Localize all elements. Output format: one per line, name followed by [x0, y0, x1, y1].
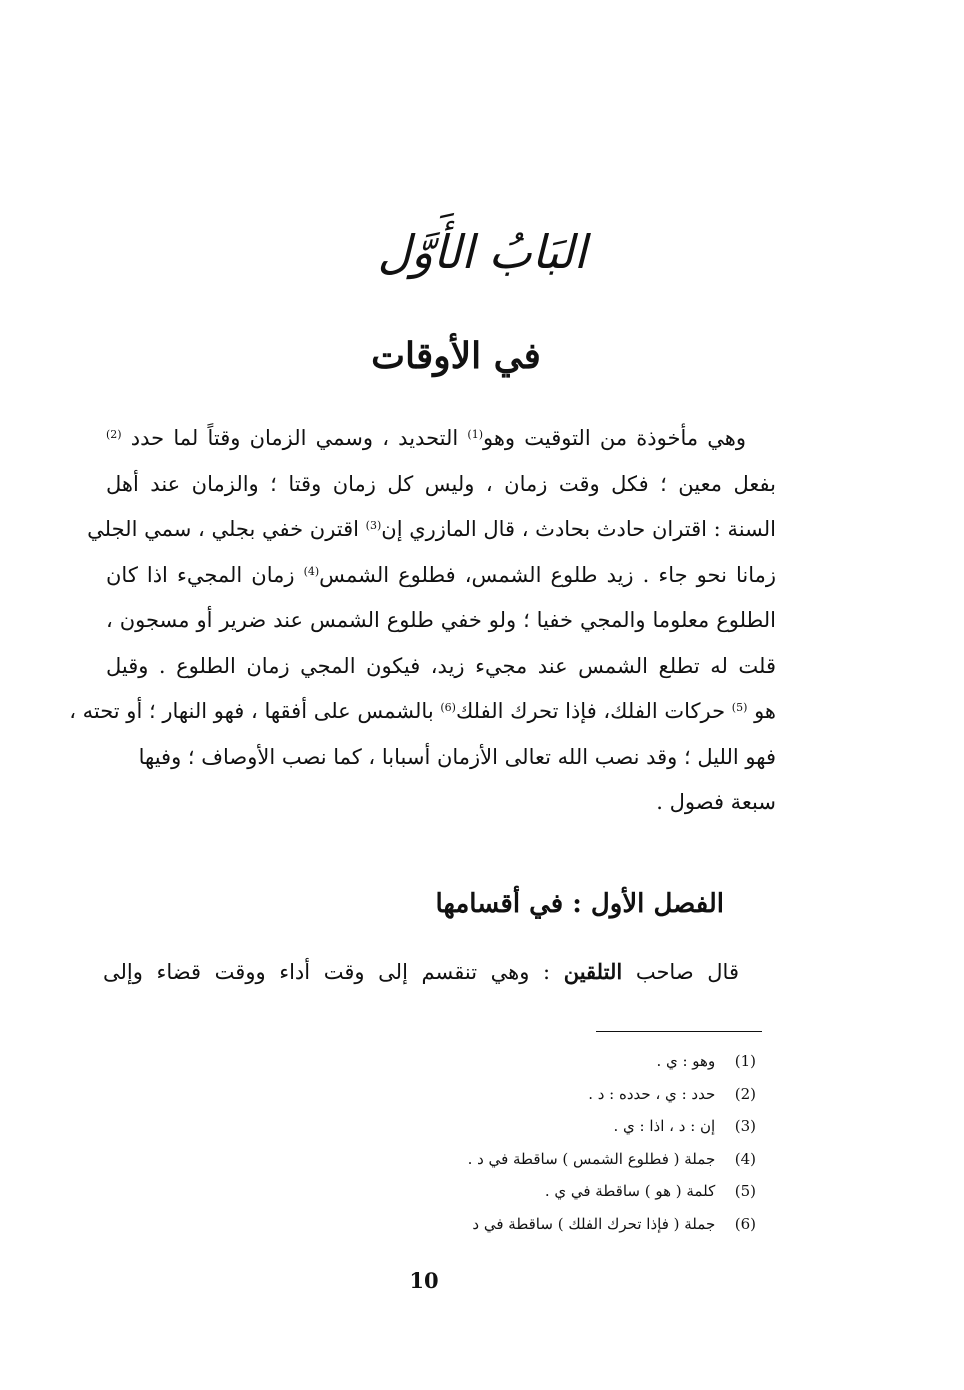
paragraph-line: الطلوع معلوما والمجي خفيا ؛ ولو خفي طلوع الشمس عند ضرير أو مسجون ، — [106, 608, 776, 632]
footnote-item — [468, 1175, 756, 1208]
footnote-number: (5) — [734, 1182, 756, 1200]
page-number: 10 — [409, 1268, 439, 1293]
footnote-number: (3) — [734, 1117, 756, 1135]
book-name: التلقين — [563, 959, 623, 984]
paragraph-line: وهي مأخوذة من التوقيت وهو$^{(1)}$ التحديد ، وسمي الزمان وقتاً لما حدد $^{(2)}$ — [106, 426, 747, 450]
footnote-item — [468, 1143, 756, 1176]
footnotes-list — [468, 1045, 756, 1240]
footnote-item — [468, 1045, 756, 1078]
paragraph-line: السنة : اقتران حادث بحادث ، قال المازري إن$^{(3)}$ اقترن خفي بجلي ، سمي الجلي — [87, 517, 776, 541]
footnote-number: (6) — [734, 1214, 756, 1233]
footnote-item — [468, 1208, 756, 1241]
paragraph-line: زمانا نحو جاء . زيد طلوع الشمس، فطلوع الشمس$^{(4)}$ زمان المجيء اذا كان — [106, 562, 776, 587]
footnote-ref: (2) — [106, 428, 122, 441]
footnote-ref: (6) — [440, 701, 456, 714]
footnote-ref: (3) — [365, 519, 382, 532]
chapter-heading: الفصل الأول : في أقسامها — [435, 889, 724, 919]
section-title: في الأوقات — [371, 335, 541, 377]
footnote-number: (1) — [734, 1052, 756, 1070]
footnote-text: كلمة ( هو ) ساقطة في ي . — [544, 1182, 716, 1200]
footnote-text: وهو : ي . — [656, 1052, 716, 1070]
footnote-ref: (4) — [303, 564, 320, 578]
footnote-text: جملة ( فإذا تحرك الفلك ) ساقطة في د — [472, 1214, 716, 1233]
chapter-paragraph: قال صاحب التلقين : وهي تنقسم إلى وقت أداء ووقت قضاء وإلى — [103, 959, 739, 984]
paragraph-line: هو $^{(5)}$ حركات الفلك، فإذا تحرك الفلك$^{(6)}$ بالشمس على أفقها ، فهو النهار ؛ أو تحته ، — [69, 699, 776, 723]
footnote-text: حدد : ي ، حدده : د . — [588, 1084, 716, 1103]
footnote-number: (4) — [734, 1149, 756, 1168]
footnote-item — [468, 1078, 756, 1111]
paragraph-line: فهو الليل ؛ وقد نصب الله تعالى الأزمان أسبابا ، كما نصب الأوصاف ؛ وفيها — [138, 744, 776, 769]
footnote-text: إن : د ، اذا : ي . — [613, 1117, 716, 1135]
footnote-number: (2) — [734, 1084, 756, 1103]
chapter-title: البَابُ الأَوَّل — [377, 225, 587, 279]
paragraph-line: قلت له تطلع الشمس عند مجيء زيد، فيكون المجي زمان الطلوع . وقيل — [106, 653, 776, 678]
intro-paragraph — [69, 416, 776, 826]
footnote-text: جملة ( فطلوع الشمس ) ساقطة في د . — [467, 1149, 716, 1168]
paragraph-line: بفعل معين ؛ فكل وقت زمان ، وليس كل زمان وقتا ؛ والزمان عند أهل — [106, 471, 776, 496]
footnote-item — [468, 1110, 756, 1143]
paragraph-line: سبعة فصول . — [656, 790, 776, 814]
footnote-separator — [596, 1031, 762, 1032]
footnote-ref: (5) — [731, 701, 748, 714]
footnote-ref: (1) — [467, 428, 483, 441]
